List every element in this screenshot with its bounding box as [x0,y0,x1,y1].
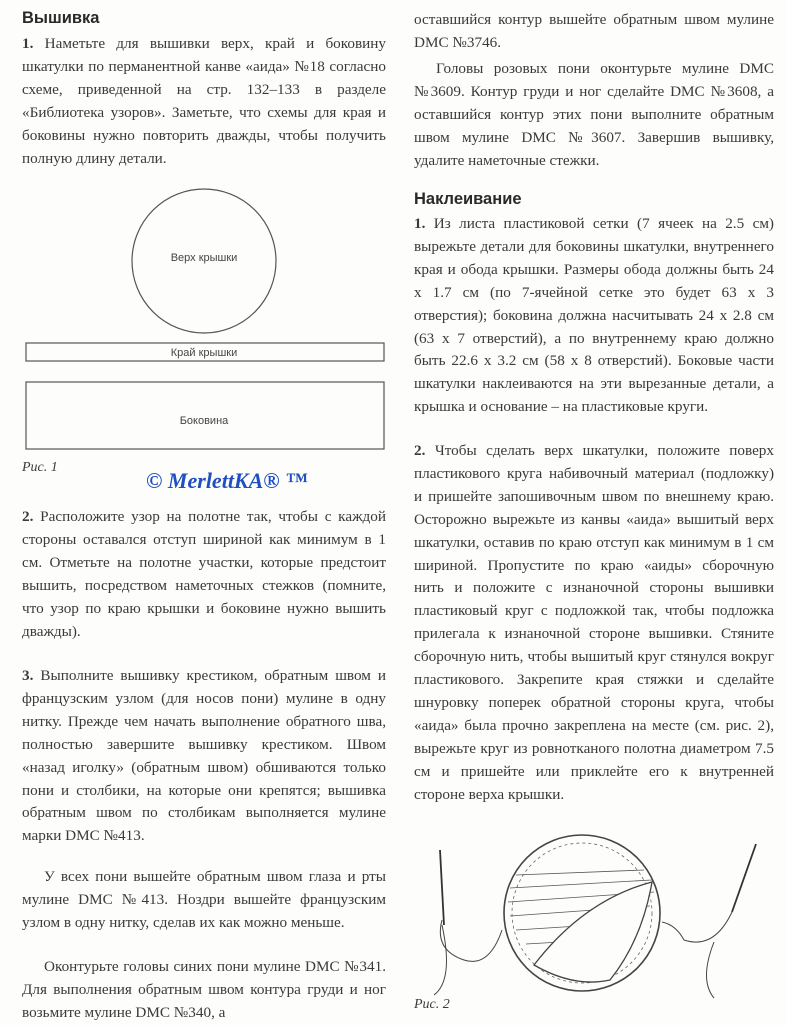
lid-top-label: Верх крышки [170,252,238,264]
step-number: 1. [22,35,34,52]
left-thread [440,920,502,961]
side-label: Боковина [179,415,229,427]
paragraph-3 [22,665,386,848]
paragraph-1-text: Наметьте для вышивки верх, край и боковину шкатулки по перманентной канве «аида» №18 согласно схеме, приведенной на стр. 132–133 в разделе «Библиотека узоров». Заметьте, что схемы для края и боковины нужно повторить дважды, чтобы получить полную длину детали. [22,35,386,167]
paragraph-pink-ponies: Головы розовых пони оконтурьте мулине DMC №3609. Контур груди и ног сделайте DMC №3608, а оставшийся контур этих пони выполните обратным швом мулине DMC №3607. Завершив вышивку, удалите наметочные стежки. [414,60,774,169]
paragraph-continued: оставшийся контур вышейте обратным швом мулине DMC №3746. [414,11,774,51]
right-thread-tail [707,942,715,998]
paragraph-5: Оконтурьте головы синих пони мулине DMC №341. Для выполнения обратным швом контура груди и ног возьмите мулине DMC №340, а [22,958,386,1021]
step-number: 1. [414,215,426,232]
folded-flap [534,882,652,982]
watermark: © MerlettKA® ™ [146,468,308,493]
step-number: 2. [22,508,34,525]
figure-2-caption: Рис. 2 [414,997,450,1012]
lid-rim-label: Край крышки [170,347,238,359]
figure-2-illustration [414,830,774,1000]
gluing-step-2-text: Чтобы сделать верх шкатулки, положите поверх пластикового круга набивочный материал (подложку) и пришейте запошивочным швом по внешнему краю. Осторожно вырежьте из канвы «аида» вышитый верх шкатулки, оставив по краю отступ как минимум в 1 см шириной. Пропустите по краю «аиды» сборочную нить и положите с изнаночной стороны вышивки пластиковый круг с подложкой так, чтобы подложка прилегала к изнаночной стороне вышивки. Стяните сборочную нить, чтобы вышитый круг стянулся вокруг пластикового. Закрепите края стяжки и сделайте шнуровку поперек обратной стороны круга, чтобы «аида» была прочно закреплена на месте (см. рис. 2), вырежьте круг из ровнотканого полотна диаметром 7.5 см и пришейте или приклейте его к внутренней стороне верха крышки. [414,442,774,803]
paragraph-2 [22,506,386,643]
gluing-step-2 [414,440,774,807]
section-heading-gluing: Наклеивание [414,190,522,208]
step-number: 3. [22,667,34,684]
paragraph-4: У всех пони вышейте обратным швом глаза и рты мулине DMC №413. Ноздри вышейте французским узлом в одну нитку, сделав их как можно меньше. [22,868,386,931]
step-number: 2. [414,442,426,459]
section-heading-embroidery: Вышивка [22,9,100,27]
gluing-step-1-text: Из листа пластиковой сетки (7 ячеек на 2.5 см) вырежьте детали для боковины шкатулки, внутреннего края и обода крышки. Размеры обода должны быть 24 х 1.7 см (по 7-ячейной сетке это будет 63 х 3 отверстия); боковина должна насчитывать 24 х 2.8 см (63 х 7 отверстий), а по внутреннему краю должно быть 22.6 х 3.2 см (58 х 8 отверстий). Боковые части шкатулки наклеиваются на эти вырезанные детали, а крышка и основание – на пластиковые круги. [414,215,774,416]
right-needle [732,844,756,912]
figure-1-caption: Рис. 1 [22,460,58,475]
paragraph-1 [22,33,386,170]
gluing-step-1 [414,213,774,419]
paragraph-2-text: Расположите узор на полотне так, чтобы с каждой стороны оставался отступ шириной как минимум в 1 см. Отметьте на полотне участки, которые предстоит вышить, посредством наметочных стежков (помните, что узор по краю крышки и боковине нужно вышить дважды). [22,508,387,640]
paragraph-3-text: Выполните вышивку крестиком, обратным швом и французским узлом (для носов пони) мулине в одну нитку. Прежде чем начать выполнение обратного шва, полностью завершите вышивку крестиком. Швом «назад иголку» (обратным швом) обшиваются только пони и столбики, на которые они крепятся; вышивка обратным швом по столбикам выполняется мулине марки DMC №413. [22,667,387,845]
figure-1 [22,186,386,466]
left-needle [440,850,444,925]
right-thread [662,912,732,942]
